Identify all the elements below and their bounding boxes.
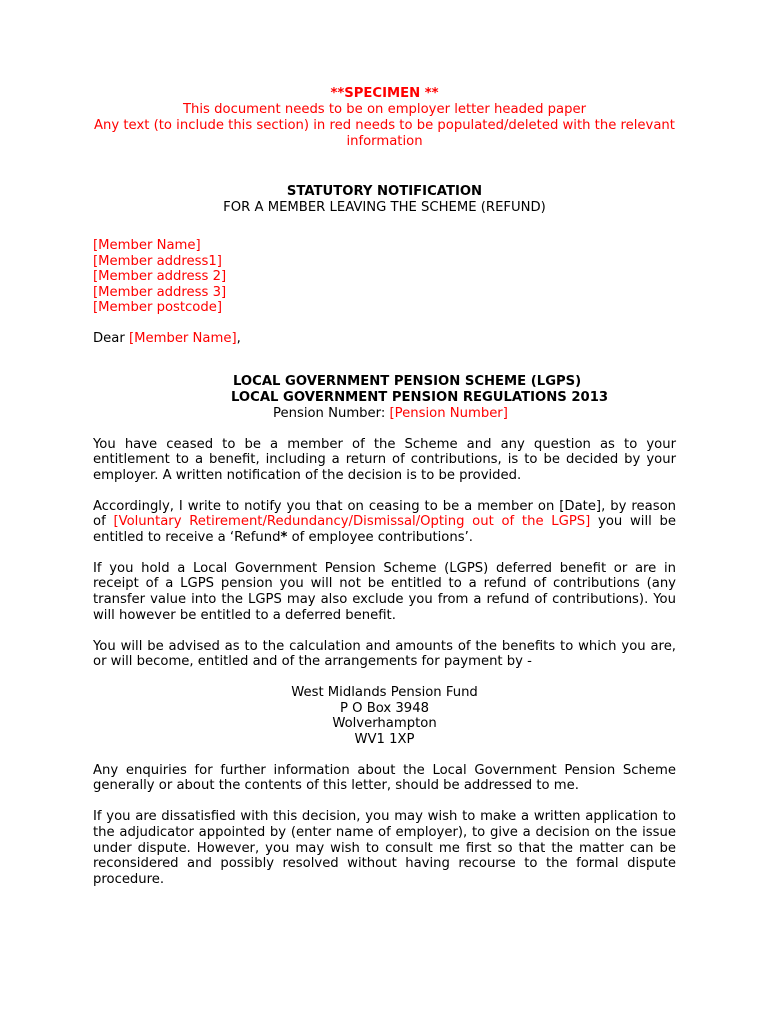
specimen-title: **SPECIMEN ** bbox=[330, 86, 439, 101]
specimen-notice bbox=[93, 86, 676, 150]
heading-subtitle: FOR A MEMBER LEAVING THE SCHEME (REFUND) bbox=[223, 200, 546, 215]
fund-address-block bbox=[93, 685, 676, 748]
specimen-line-2: Any text (to include this section) in red needs to be populated/deleted with the relevant information bbox=[94, 118, 675, 149]
p2-asterisk: * bbox=[280, 530, 288, 546]
heading-title: STATUTORY NOTIFICATION bbox=[286, 184, 483, 199]
paragraph-payment-advice: You will be advised as to the calculation and amounts of the benefits to which you are, or will become, entitled and of the arrangements for payment by - bbox=[93, 638, 676, 670]
member-name: [Member Name] bbox=[93, 238, 201, 253]
fund-address-line-3: Wolverhampton bbox=[332, 716, 437, 732]
salutation-suffix: , bbox=[236, 330, 241, 346]
pension-number-line bbox=[93, 406, 676, 422]
fund-address-line-4: WV1 1XP bbox=[354, 732, 415, 748]
fund-address-line-1: West Midlands Pension Fund bbox=[291, 684, 478, 700]
scheme-title-1: LOCAL GOVERNMENT PENSION SCHEME (LGPS) bbox=[233, 373, 582, 389]
salutation-member-name: [Member Name] bbox=[128, 330, 237, 346]
paragraph-enquiries: Any enquiries for further information about the Local Government Pension Scheme generally or about the contents of this letter, should be addressed to me. bbox=[93, 762, 676, 794]
paragraph-ceased-membership: You have ceased to be a member of the Scheme and any question as to your entitlement to a benefit, including a return of contributions, is to be decided by your employer. A written notification of the decision is to be provided. bbox=[93, 436, 676, 483]
pension-number-value: [Pension Number] bbox=[389, 405, 508, 421]
p2-end: of employee contributions’. bbox=[287, 530, 473, 546]
salutation-prefix: Dear bbox=[93, 330, 129, 346]
member-address-1: [Member address1] bbox=[93, 253, 222, 269]
pension-number-label: Pension Number: bbox=[273, 405, 390, 421]
member-postcode: [Member postcode] bbox=[93, 300, 223, 315]
paragraph-refund-notification bbox=[93, 499, 676, 546]
member-address-3: [Member address 3] bbox=[93, 284, 227, 300]
member-address-2: [Member address 2] bbox=[93, 269, 227, 284]
notification-heading bbox=[93, 184, 676, 216]
letter-page bbox=[93, 86, 676, 888]
specimen-line-1: This document needs to be on employer letter headed paper bbox=[182, 102, 586, 117]
paragraph-dispute: If you are dissatisfied with this decision, you may wish to make a written application to the adjudicator appointed by (enter name of employer), to give a decision on the issue under dispute. However, you may wish to consult me first so that the matter can be reconsidered and possibly resolved without having recourse to the formal dispute procedure. bbox=[93, 809, 676, 887]
fund-address-line-2: P O Box 3948 bbox=[340, 700, 429, 716]
p2-mid: you will be entitled to receive a ‘Refund bbox=[93, 514, 676, 546]
p2-start: Accordingly, I write to notify you that on ceasing to be a member on [Date], by reason of bbox=[93, 498, 676, 530]
salutation bbox=[93, 331, 676, 347]
p2-reason-placeholder: [Voluntary Retirement/Redundancy/Dismissal/Opting out of the LGPS] bbox=[113, 514, 591, 530]
member-address-block bbox=[93, 238, 676, 316]
scheme-title-2: LOCAL GOVERNMENT PENSION REGULATIONS 2013 bbox=[231, 389, 609, 405]
paragraph-deferred-benefit: If you hold a Local Government Pension Scheme (LGPS) deferred benefit or are in receipt of a LGPS pension you will not be entitled to a refund of contributions (any transfer value into the LGPS may also exclude you from a refund of contributions). You will however be entitled to a deferred benefit. bbox=[93, 560, 676, 623]
scheme-heading bbox=[93, 374, 676, 422]
